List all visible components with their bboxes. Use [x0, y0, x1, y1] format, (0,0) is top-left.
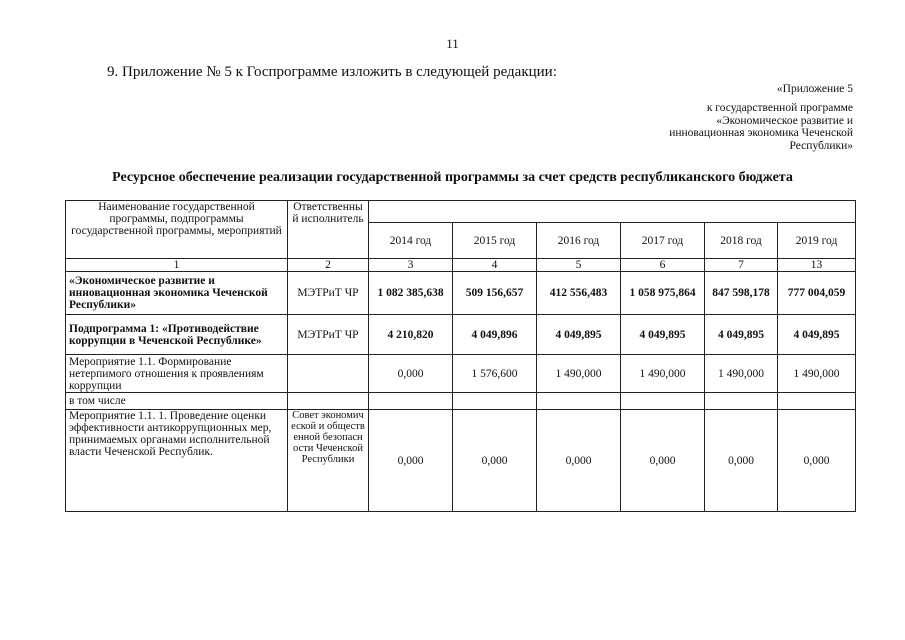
row-value: 1 058 975,864 — [621, 272, 705, 315]
row-value: 4 049,896 — [453, 315, 537, 355]
row-value — [537, 393, 621, 410]
row-name: Мероприятие 1.1. Формирование нетерпимого отношения к проявлениям коррупции — [66, 355, 288, 393]
row-executor — [288, 393, 369, 410]
row-value: 509 156,657 — [453, 272, 537, 315]
row-value: 4 049,895 — [778, 315, 856, 355]
column-number: 4 — [453, 259, 537, 272]
row-value: 847 598,178 — [705, 272, 778, 315]
column-number: 3 — [369, 259, 453, 272]
row-value — [453, 393, 537, 410]
year-header: 2019 год — [778, 223, 856, 259]
row-value: 0,000 — [705, 410, 778, 512]
column-number: 7 — [705, 259, 778, 272]
column-number: 6 — [621, 259, 705, 272]
row-value: 4 049,895 — [705, 315, 778, 355]
column-number: 5 — [537, 259, 621, 272]
item-line: 9. Приложение № 5 к Госпрограмме изложить в следующей редакции: — [107, 64, 557, 80]
header-blank-cell — [369, 201, 856, 223]
appendix-line: «Экономическое развитие и — [716, 114, 853, 127]
year-header: 2014 год — [369, 223, 453, 259]
table-row — [66, 410, 856, 512]
header-executor-cell: Ответственный исполнитель — [288, 201, 369, 259]
column-number: 2 — [288, 259, 369, 272]
page-number: 11 — [446, 36, 459, 51]
row-executor: МЭТРиТ ЧР — [288, 315, 369, 355]
row-value: 1 490,000 — [778, 355, 856, 393]
year-header: 2017 год — [621, 223, 705, 259]
row-value: 0,000 — [369, 410, 453, 512]
row-value: 0,000 — [453, 410, 537, 512]
row-value — [369, 393, 453, 410]
appendix-title: «Приложение 5 — [776, 83, 853, 95]
year-header: 2015 год — [453, 223, 537, 259]
table-row — [66, 393, 856, 410]
row-value: 1 490,000 — [537, 355, 621, 393]
table-heading: Ресурсное обеспечение реализации государственной программы за счет средств республиканского бюджета — [112, 170, 793, 185]
row-value: 4 049,895 — [537, 315, 621, 355]
row-value: 777 004,059 — [778, 272, 856, 315]
row-value: 1 490,000 — [621, 355, 705, 393]
row-name: Мероприятие 1.1. 1. Проведение оценки эффективности антикоррупционных мер, принимаемых органами исполнительной власти Чеченской Республик. — [66, 410, 288, 512]
row-value: 0,000 — [537, 410, 621, 512]
appendix-line: к государственной программе — [706, 102, 853, 114]
column-number: 1 — [66, 259, 288, 272]
row-value: 4 049,895 — [621, 315, 705, 355]
row-name: в том числе — [66, 393, 288, 410]
column-number: 13 — [778, 259, 856, 272]
appendix-caption — [669, 102, 853, 152]
row-name: Подпрограмма 1: «Противодействие коррупции в Чеченской Республике» — [66, 315, 288, 355]
header-name-cell: Наименование государственной программы, подпрограммы государственной программы, мероприятий — [66, 201, 288, 259]
row-value — [621, 393, 705, 410]
table-row — [66, 355, 856, 393]
row-value: 0,000 — [778, 410, 856, 512]
year-header: 2016 год — [537, 223, 621, 259]
table-row — [66, 272, 856, 315]
row-value: 1 490,000 — [705, 355, 778, 393]
row-value: 1 576,600 — [453, 355, 537, 393]
appendix-line: инновационная экономика Чеченской — [669, 127, 853, 139]
row-value: 0,000 — [369, 355, 453, 393]
header-row-top — [66, 201, 856, 223]
row-value: 412 556,483 — [537, 272, 621, 315]
row-value: 4 210,820 — [369, 315, 453, 355]
row-value — [705, 393, 778, 410]
resource-table — [65, 200, 856, 512]
row-executor: МЭТРиТ ЧР — [288, 272, 369, 315]
row-value: 0,000 — [621, 410, 705, 512]
row-executor: Совет экономической и общественной безопасности Чеченской Республики — [288, 410, 369, 512]
table-row — [66, 315, 856, 355]
row-name: «Экономическое развитие и инновационная экономика Чеченской Республики» — [66, 272, 288, 315]
row-value — [778, 393, 856, 410]
row-value: 1 082 385,638 — [369, 272, 453, 315]
row-executor — [288, 355, 369, 393]
appendix-line: Республики» — [789, 139, 853, 152]
year-header: 2018 год — [705, 223, 778, 259]
column-number-row — [66, 259, 856, 272]
